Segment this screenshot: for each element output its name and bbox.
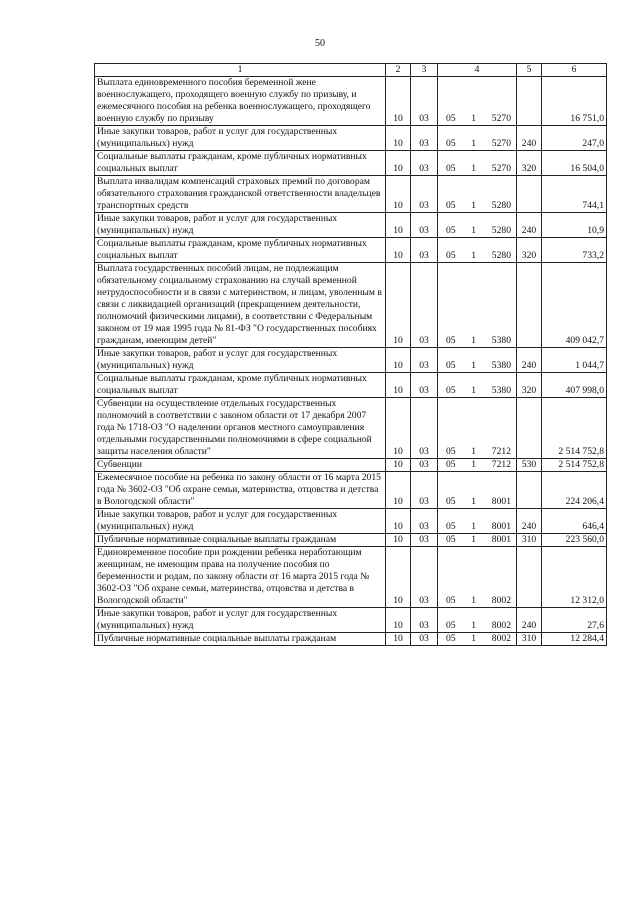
- row-amount: 646,4: [542, 509, 607, 534]
- row-amount: 12 312,0: [542, 547, 607, 608]
- table-row: [95, 176, 607, 213]
- row-target-article: [438, 151, 517, 176]
- header-row: [95, 64, 607, 77]
- row-subprogram-code: 1: [471, 496, 477, 507]
- table-row: [95, 238, 607, 263]
- header-col-1: 1: [95, 64, 386, 77]
- row-target-article: [438, 534, 517, 547]
- table-row: [95, 472, 607, 509]
- row-expense-type: 240: [517, 608, 542, 633]
- row-target-article: [438, 547, 517, 608]
- row-expense-type: 320: [517, 151, 542, 176]
- row-description: Иные закупки товаров, работ и услуг для государственных (муниципальных) нужд: [95, 608, 386, 633]
- row-subprogram-code: 1: [471, 250, 477, 261]
- row-subprogram-code: 1: [471, 138, 477, 149]
- row-target-article: [438, 472, 517, 509]
- row-target-article: [438, 509, 517, 534]
- row-program-code: 05: [446, 633, 456, 644]
- row-direction-code: 5280: [491, 250, 511, 261]
- row-description: Социальные выплаты гражданам, кроме публичных нормативных социальных выплат: [95, 151, 386, 176]
- table-row: [95, 547, 607, 608]
- row-expense-type: 240: [517, 509, 542, 534]
- row-amount: 2 514 752,8: [542, 398, 607, 459]
- row-section: 10: [386, 176, 411, 213]
- row-subsection: 03: [411, 547, 438, 608]
- row-description: Иные закупки товаров, работ и услуг для государственных (муниципальных) нужд: [95, 213, 386, 238]
- row-expense-type: 320: [517, 373, 542, 398]
- row-amount: 16 504,0: [542, 151, 607, 176]
- row-description: Выплата государственных пособий лицам, не подлежащим обязательному социальному страхованию на случай временной нетрудоспособности и в связи с материнством, и лицам, уволенным в связи с ликвидацией организаций (прекращением деятельности, полномочий физическими лицами), в соответствии с Федеральным законом от 19 мая 1995 года № 81-ФЗ "О государственных пособиях гражданам, имеющим детей": [95, 263, 386, 348]
- row-expense-type: 240: [517, 348, 542, 373]
- row-subprogram-code: 1: [471, 446, 477, 457]
- header-col-6: 6: [542, 64, 607, 77]
- row-description: Выплата инвалидам компенсаций страховых премий по договорам обязательного страхования гражданской ответственности владельцев транспортных средств: [95, 176, 386, 213]
- row-section: 10: [386, 633, 411, 646]
- row-target-article: [438, 176, 517, 213]
- row-description: Иные закупки товаров, работ и услуг для государственных (муниципальных) нужд: [95, 348, 386, 373]
- row-expense-type: 310: [517, 633, 542, 646]
- row-subsection: 03: [411, 373, 438, 398]
- row-expense-type: 240: [517, 213, 542, 238]
- header-col-4: 4: [438, 64, 517, 77]
- row-amount: 10,9: [542, 213, 607, 238]
- row-direction-code: 8002: [491, 633, 511, 644]
- row-subsection: 03: [411, 77, 438, 126]
- row-amount: 409 042,7: [542, 263, 607, 348]
- row-amount: 2 514 752,8: [542, 459, 607, 472]
- row-target-article: [438, 633, 517, 646]
- row-subprogram-code: 1: [471, 620, 477, 631]
- row-program-code: 05: [446, 534, 456, 545]
- row-direction-code: 8002: [491, 595, 511, 606]
- row-section: 10: [386, 77, 411, 126]
- row-subsection: 03: [411, 398, 438, 459]
- row-direction-code: 5280: [491, 225, 511, 236]
- row-program-code: 05: [446, 335, 456, 346]
- row-direction-code: 5380: [491, 360, 511, 371]
- row-amount: 27,6: [542, 608, 607, 633]
- row-subprogram-code: 1: [471, 200, 477, 211]
- row-target-article: [438, 348, 517, 373]
- table-row: [95, 633, 607, 646]
- header-col-3: 3: [411, 64, 438, 77]
- row-subsection: 03: [411, 633, 438, 646]
- table-row: [95, 509, 607, 534]
- table-row: [95, 373, 607, 398]
- row-amount: 733,2: [542, 238, 607, 263]
- row-subprogram-code: 1: [471, 163, 477, 174]
- row-direction-code: 5270: [491, 113, 511, 124]
- row-description: Социальные выплаты гражданам, кроме публичных нормативных социальных выплат: [95, 373, 386, 398]
- row-section: 10: [386, 547, 411, 608]
- row-section: 10: [386, 213, 411, 238]
- row-direction-code: 5380: [491, 385, 511, 396]
- row-subsection: 03: [411, 509, 438, 534]
- table-row: [95, 608, 607, 633]
- row-program-code: 05: [446, 620, 456, 631]
- row-target-article: [438, 126, 517, 151]
- row-section: 10: [386, 263, 411, 348]
- row-subsection: 03: [411, 608, 438, 633]
- row-amount: 247,0: [542, 126, 607, 151]
- row-direction-code: 5380: [491, 335, 511, 346]
- row-program-code: 05: [446, 595, 456, 606]
- table-body: [95, 77, 607, 646]
- row-program-code: 05: [446, 521, 456, 532]
- row-description: Выплата единовременного пособия беременной жене военнослужащего, проходящего военную службу по призыву, и ежемесячного пособия на ребенка военнослужащего, проходящего военную службу по призыву: [95, 77, 386, 126]
- row-target-article: [438, 77, 517, 126]
- row-subprogram-code: 1: [471, 113, 477, 124]
- row-direction-code: 7212: [491, 459, 511, 470]
- row-expense-type: 320: [517, 238, 542, 263]
- row-target-article: [438, 608, 517, 633]
- row-target-article: [438, 263, 517, 348]
- row-program-code: 05: [446, 385, 456, 396]
- table-row: [95, 534, 607, 547]
- row-expense-type: [517, 398, 542, 459]
- row-expense-type: [517, 547, 542, 608]
- row-direction-code: 5280: [491, 200, 511, 211]
- row-description: Субвенции: [95, 459, 386, 472]
- row-direction-code: 8001: [491, 521, 511, 532]
- row-subsection: 03: [411, 459, 438, 472]
- row-direction-code: 8002: [491, 620, 511, 631]
- row-amount: 744,1: [542, 176, 607, 213]
- row-expense-type: 240: [517, 126, 542, 151]
- row-section: 10: [386, 608, 411, 633]
- row-subprogram-code: 1: [471, 534, 477, 545]
- row-section: 10: [386, 238, 411, 263]
- header-col-5: 5: [517, 64, 542, 77]
- row-subsection: 03: [411, 263, 438, 348]
- row-subprogram-code: 1: [471, 633, 477, 644]
- row-subsection: 03: [411, 534, 438, 547]
- row-subsection: 03: [411, 151, 438, 176]
- header-col-2: 2: [386, 64, 411, 77]
- row-subsection: 03: [411, 213, 438, 238]
- row-target-article: [438, 238, 517, 263]
- row-section: 10: [386, 459, 411, 472]
- row-target-article: [438, 213, 517, 238]
- row-section: 10: [386, 373, 411, 398]
- row-description: Публичные нормативные социальные выплаты гражданам: [95, 534, 386, 547]
- row-direction-code: 7212: [491, 446, 511, 457]
- row-direction-code: 5270: [491, 163, 511, 174]
- row-amount: 223 560,0: [542, 534, 607, 547]
- row-program-code: 05: [446, 200, 456, 211]
- row-program-code: 05: [446, 496, 456, 507]
- row-expense-type: [517, 472, 542, 509]
- table-row: [95, 151, 607, 176]
- row-program-code: 05: [446, 250, 456, 261]
- row-direction-code: 8001: [491, 534, 511, 545]
- row-target-article: [438, 398, 517, 459]
- row-subsection: 03: [411, 126, 438, 151]
- row-direction-code: 5270: [491, 138, 511, 149]
- row-section: 10: [386, 472, 411, 509]
- row-amount: 224 206,4: [542, 472, 607, 509]
- row-subprogram-code: 1: [471, 335, 477, 346]
- budget-table: [94, 63, 607, 646]
- row-program-code: 05: [446, 163, 456, 174]
- row-description: Иные закупки товаров, работ и услуг для государственных (муниципальных) нужд: [95, 126, 386, 151]
- row-section: 10: [386, 398, 411, 459]
- row-program-code: 05: [446, 360, 456, 371]
- table-row: [95, 213, 607, 238]
- row-subprogram-code: 1: [471, 459, 477, 470]
- row-subsection: 03: [411, 238, 438, 263]
- row-section: 10: [386, 348, 411, 373]
- row-amount: 1 044,7: [542, 348, 607, 373]
- row-section: 10: [386, 126, 411, 151]
- row-amount: 16 751,0: [542, 77, 607, 126]
- row-description: Субвенции на осуществление отдельных государственных полномочий в соответствии с законом области от 17 декабря 2007 года № 1718-ОЗ "О наделении органов местного самоуправления отдельными государственными полномочиями в сфере социальной защиты населения области": [95, 398, 386, 459]
- row-direction-code: 8001: [491, 496, 511, 507]
- table-row: [95, 348, 607, 373]
- row-target-article: [438, 373, 517, 398]
- row-section: 10: [386, 534, 411, 547]
- table-row: [95, 398, 607, 459]
- row-program-code: 05: [446, 113, 456, 124]
- row-section: 10: [386, 509, 411, 534]
- row-subprogram-code: 1: [471, 521, 477, 532]
- row-description: Иные закупки товаров, работ и услуг для государственных (муниципальных) нужд: [95, 509, 386, 534]
- row-program-code: 05: [446, 446, 456, 457]
- row-expense-type: 310: [517, 534, 542, 547]
- table-row: [95, 77, 607, 126]
- row-description: Ежемесячное пособие на ребенка по закону области от 16 марта 2015 года № 3602-ОЗ "Об охране семьи, материнства, отцовства и детства в Вологодской области": [95, 472, 386, 509]
- row-program-code: 05: [446, 459, 456, 470]
- row-section: 10: [386, 151, 411, 176]
- row-description: Единовременное пособие при рождении ребенка неработающим женщинам, не имеющим права на получение пособия по беременности и родам, по закону области от 16 марта 2015 года № 3602-ОЗ "Об охране семьи, материнства, отцовства и детства в Вологодской области": [95, 547, 386, 608]
- row-expense-type: [517, 263, 542, 348]
- page-number: 50: [315, 38, 325, 49]
- row-subprogram-code: 1: [471, 595, 477, 606]
- table-row: [95, 459, 607, 472]
- row-subprogram-code: 1: [471, 385, 477, 396]
- row-subprogram-code: 1: [471, 360, 477, 371]
- row-subsection: 03: [411, 176, 438, 213]
- table-row: [95, 263, 607, 348]
- row-program-code: 05: [446, 225, 456, 236]
- table-row: [95, 126, 607, 151]
- row-amount: 407 998,0: [542, 373, 607, 398]
- row-subsection: 03: [411, 472, 438, 509]
- row-target-article: [438, 459, 517, 472]
- row-amount: 12 284,4: [542, 633, 607, 646]
- row-description: Публичные нормативные социальные выплаты гражданам: [95, 633, 386, 646]
- row-subprogram-code: 1: [471, 225, 477, 236]
- row-expense-type: 530: [517, 459, 542, 472]
- row-subsection: 03: [411, 348, 438, 373]
- row-expense-type: [517, 176, 542, 213]
- row-expense-type: [517, 77, 542, 126]
- row-program-code: 05: [446, 138, 456, 149]
- row-description: Социальные выплаты гражданам, кроме публичных нормативных социальных выплат: [95, 238, 386, 263]
